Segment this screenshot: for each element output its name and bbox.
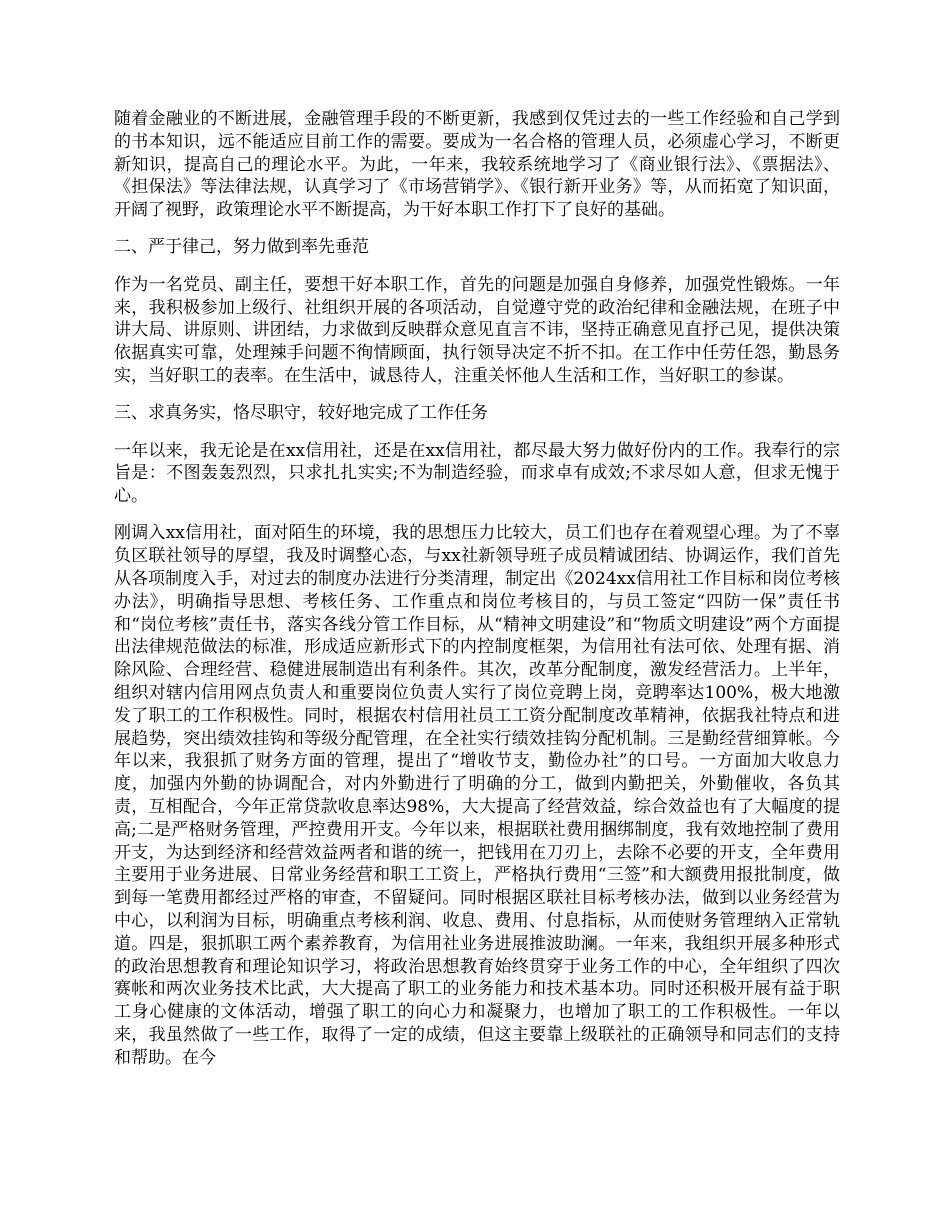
paragraph-discipline: 作为一名党员、副主任，要想干好本职工作，首先的问题是加强自身修养，加强党性锻炼。一年来，我积极参加上级行、社组织开展的各项活动，自觉遵守党的政治纪律和金融法规，在班子中讲大局、讲原则、讲团结，力求做到反映群众意见直言不讳，坚持正确意见直抒己见，提供决策依据真实可靠，处理辣手问题不徇情顾面，执行领导决定不折不扣。在工作中任劳任怨，勤恳务实，当好职工的表率。在生活中，诚恳待人，注重关怀他人生活和工作，当好职工的参谋。 xyxy=(114,274,840,386)
section-heading-discipline: 二、严于律己，努力做到率先垂范 xyxy=(114,237,369,258)
paragraph-work-details: 刚调入xx信用社，面对陌生的环境，我的思想压力比较大，员工们也存在着观望心理。为了不辜负区联社领导的厚望，我及时调整心态，与xx社新领导班子成员精诚团结、协调运作，我们首先从各项制度入手，对过去的制度办法进行分类清理，制定出《2024xx信用社工作目标和岗位考核办法》，明确指导思想、考核任务、工作重点和岗位考核目的，与员工签定“四防一保”责任书和“岗位考核”责任书，落实各线分管工作目标，从“精神文明建设”和“物质文明建设”两个方面提出法律规范做法的标准，形成适应新形式下的内控制度框架，为信用社有法可依、处理有据、消除风险、合理经营、稳健进展制造出有利条件。其次，改革分配制度，激发经营活力。上半年，组织对辖内信用网点负责人和重要岗位负责人实行了岗位竞聘上岗，竞聘率达100%，极大地激发了职工的工作积极性。同时，根据农村信用社员工工资分配制度改革精神，依据我社特点和进展趋势，突出绩效挂钩和等级分配管理，在全社实行绩效挂钩分配机制。三是勤经营细算帐。今年以来，我狠抓了财务方面的管理，提出了“增收节支，勤俭办社”的口号。一方面加大收息力度，加强内外勤的协调配合，对内外勤进行了明确的分工，做到内勤把关，外勤催收，各负其责，互相配合，今年正常贷款收息率达98%，大大提高了经营效益，综合效益也有了大幅度的提高;二是严格财务管理，严控费用开支。今年以来，根据联社费用捆绑制度，我有效地控制了费用开支，为达到经济和经营效益两者和谐的统一，把钱用在刀刃上，去除不必要的开支，全年费用主要用于业务进展、日常业务经营和职工工资上，严格执行费用“三签”和大额费用报批制度，做到每一笔费用都经过严格的审查，不留疑问。同时根据区联社目标考核办法，做到以业务经营为中心，以利润为目标，明确重点考核利润、收息、费用、付息指标，从而使财务管理纳入正常轨道。四是，狠抓职工两个素养教育，为信用社业务进展推波助澜。一年来，我组织开展多种形式的政治思想教育和理论知识学习，将政治思想教育始终贯穿于业务工作的中心，全年组织了四次赛帐和两次业务技术比武，大大提高了职工的业务能力和技术基本功。同时还积极开展有益于职工身心健康的文体活动，增强了职工的向心力和凝聚力，也增加了职工的工作积极性。一年以来，我虽然做了一些工作，取得了一定的成绩，但这主要靠上级联社的正确领导和同志们的支持和帮助。在今 xyxy=(114,523,840,1068)
section-heading-duties: 三、求真务实，恪尽职守，较好地完成了工作任务 xyxy=(114,403,488,424)
paragraph-principles: 一年以来，我无论是在xx信用社，还是在xx信用社，都尽最大努力做好份内的工作。我奉行的宗旨是：不图轰轰烈烈，只求扎扎实实;不为制造经验，而求卓有成效;不求尽如人意，但求无愧于心。 xyxy=(114,440,840,507)
paragraph-study: 随着金融业的不断进展，金融管理手段的不断更新，我感到仅凭过去的一些工作经验和自己学到的书本知识，远不能适应目前工作的需要。要成为一名合格的管理人员，必须虚心学习，不断更新知识，提高自己的理论水平。为此，一年来，我较系统地学习了《商业银行法》、《票据法》、《担保法》等法律法规，认真学习了《市场营销学》、《银行新开业务》等，从而拓宽了知识面，开阔了视野，政策理论水平不断提高，为干好本职工作打下了良好的基础。 xyxy=(114,109,840,221)
document-body xyxy=(114,108,840,1084)
